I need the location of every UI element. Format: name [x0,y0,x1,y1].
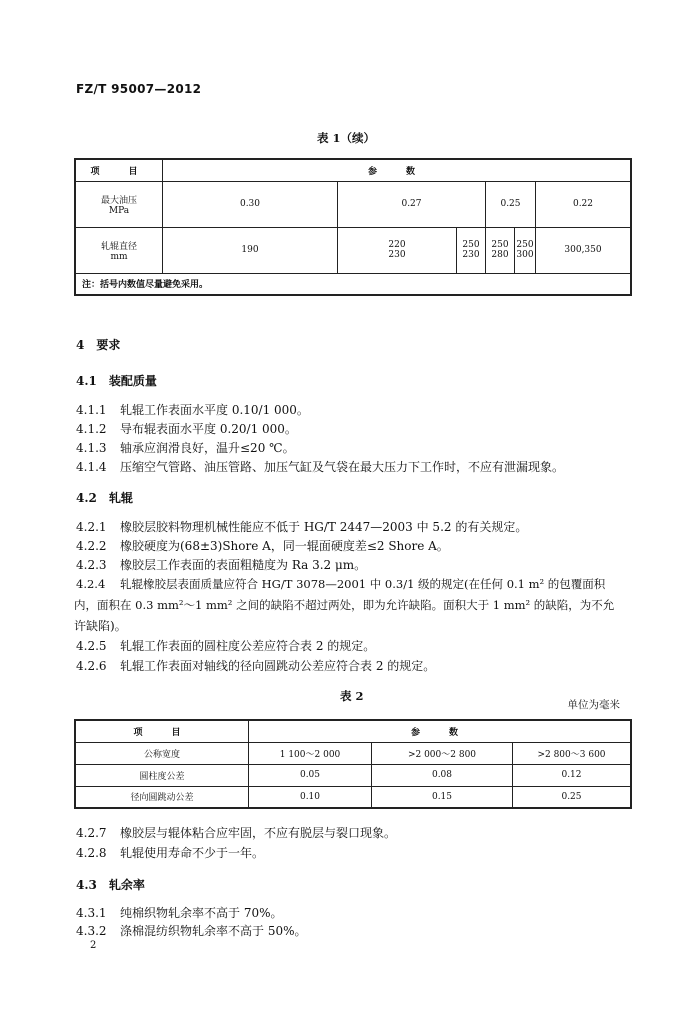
table2-row-label: 径向圆跳动公差 [75,786,249,808]
table1 [74,158,632,296]
table1-note: 注：括号内数值尽量避免采用。 [75,273,631,295]
clause-4-2-4: 4.2.4 轧辊橡胶层表面质量应符合 HG/T 3078—2001 中 0.3/1 级的规定(在任何 0.1 m² 的包覆面积 [76,577,606,591]
table1-cell: 250 300 [515,227,536,273]
section-4-1-heading: 4.1 装配质量 [76,374,157,388]
document-header: FZ/T 95007—2012 [76,82,202,96]
clause-4-2-7: 4.2.7 橡胶层与辊体粘合应牢固，不应有脱层与裂口现象。 [76,826,397,840]
clause-4-3-2: 4.3.2 涤棉混纺织物轧余率不高于 50%。 [76,924,307,938]
table1-caption: 表 1（续） [317,131,376,145]
table2-cell: >2 800～3 600 [513,742,632,764]
table2 [74,719,632,809]
clause-4-1-2: 4.1.2 导布辊表面水平度 0.20/1 000。 [76,422,297,436]
table2-cell: 0.05 [249,764,372,786]
table2-header-item: 项 目 [75,720,249,742]
clause-4-1-1: 4.1.1 轧辊工作表面水平度 0.10/1 000。 [76,403,309,417]
table2-row-label: 圆柱度公差 [75,764,249,786]
section-4-heading: 4 要求 [76,338,121,352]
table2-unit: 单位为毫米 [567,699,620,711]
table2-cell: 0.15 [372,786,513,808]
clause-4-2-1: 4.2.1 橡胶层胶料物理机械性能应不低于 HG/T 2447—2003 中 5.2 的有关规定。 [76,520,528,534]
table2-cell: 0.10 [249,786,372,808]
table1-cell: 250 230 [457,227,486,273]
section-4-2-heading: 4.2 轧辊 [76,491,133,505]
table1-cell: 0.22 [536,181,632,227]
clause-4-1-4: 4.1.4 压缩空气管路、油压管路、加压气缸及气袋在最大压力下工作时，不应有泄漏现象。 [76,460,565,474]
table2-header-param: 参 数 [249,720,632,742]
clause-4-2-5: 4.2.5 轧辊工作表面的圆柱度公差应符合表 2 的规定。 [76,639,376,653]
clause-4-2-3: 4.2.3 橡胶层工作表面的表面粗糙度为 Ra 3.2 μm。 [76,558,367,572]
clause-4-1-3: 4.1.3 轴承应润滑良好，温升≤20 ℃。 [76,441,295,455]
table1-cell: 0.27 [338,181,486,227]
page-number: 2 [90,940,97,951]
table2-cell: 0.08 [372,764,513,786]
clause-4-2-6: 4.2.6 轧辊工作表面对轴线的径向圆跳动公差应符合表 2 的规定。 [76,659,436,673]
table1-header-param: 参 数 [163,159,632,181]
table1-header-item: 项 目 [75,159,163,181]
table1-row2-label: 轧辊直径 mm [75,227,163,273]
clause-4-2-2: 4.2.2 橡胶硬度为(68±3)Shore A，同一辊面硬度差≤2 Shore A。 [76,539,449,553]
table1-cell: 190 [163,227,338,273]
table1-row1-label: 最大油压 MPa [75,181,163,227]
clause-4-2-4-end: 许缺陷)。 [74,619,127,633]
table2-cell: 0.12 [513,764,632,786]
table2-caption: 表 2 [340,689,364,703]
table2-cell: >2 000～2 800 [372,742,513,764]
table1-cell: 250 280 [486,227,515,273]
clause-4-2-8: 4.2.8 轧辊使用寿命不少于一年。 [76,846,265,860]
table2-row-label: 公称宽度 [75,742,249,764]
table1-cell: 220 230 [338,227,457,273]
table2-cell: 1 100～2 000 [249,742,372,764]
table1-cell: 300,350 [536,227,632,273]
clause-4-2-4-cont: 内，面积在 0.3 mm²～1 mm² 之间的缺陷不超过两处，即为允许缺陷。面积大于 1 mm² 的缺陷，为不允 [74,598,615,612]
clause-4-3-1: 4.3.1 纯棉织物轧余率不高于 70%。 [76,906,283,920]
table1-cell: 0.30 [163,181,338,227]
table2-cell: 0.25 [513,786,632,808]
table1-cell: 0.25 [486,181,536,227]
section-4-3-heading: 4.3 轧余率 [76,878,145,892]
